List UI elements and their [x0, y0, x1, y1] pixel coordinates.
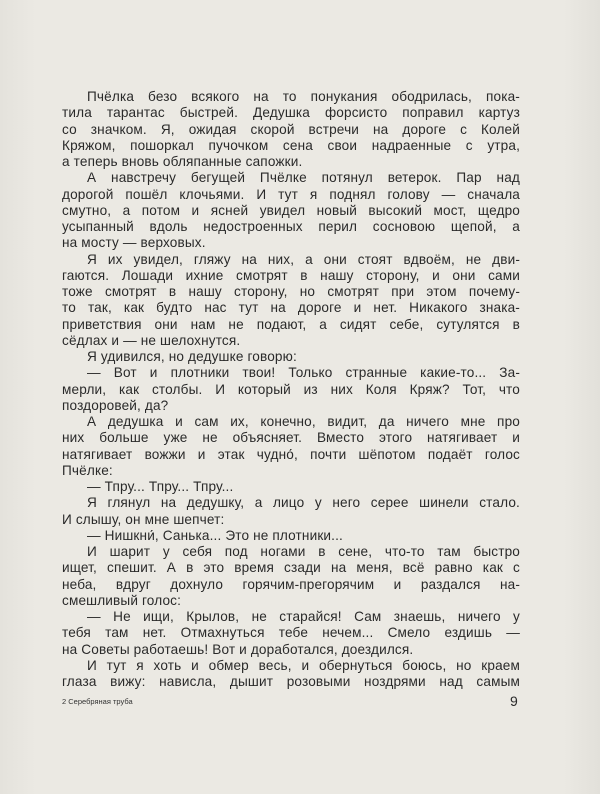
paragraph: [62, 495, 520, 528]
text-line: приветствия они нам не подают, а сидят себе, сутулятся в: [62, 316, 520, 332]
paragraph: [62, 479, 520, 495]
printer-signature: 2 Серебряная труба: [62, 697, 133, 706]
paragraph: [62, 414, 520, 479]
paragraph: [62, 170, 520, 251]
text-line: Кряжом, пошоркал пучочком сена свои надраенные с утра,: [62, 137, 520, 153]
paragraph: [62, 658, 520, 691]
text-line: Пчёлке:: [62, 462, 113, 478]
text-line: Я их увидел, гляжу на них, а они стоят вдвоём, не дви-: [87, 251, 520, 267]
text-line: тила тарантас быстрей. Дедушка форсисто поправил картуз: [62, 105, 520, 121]
text-line: на Советы работаешь! Вот и доработался, доездился.: [62, 641, 414, 657]
text-line: И тут я хоть и обмер весь, и обернуться боюсь, но краем: [87, 657, 520, 673]
text-line: со значком. Я, ожидая скорой встречи на дороге с Колей: [62, 121, 520, 137]
text-line: А навстречу бегущей Пчёлке потянул ветерок. Пар над: [87, 170, 520, 186]
paragraph: [62, 252, 520, 350]
text-line: смутно, а потом и ясней увидел новый высокий мост, щедро: [62, 202, 520, 218]
text-line: Пчёлка безо всякого на то понукания ободрилась, пока-: [87, 89, 520, 104]
text-line: глаза вижу: нависла, дышит розовыми ноздрями над самым: [62, 674, 520, 689]
text-line: ищет, спешит. А в это время сзади на меня, всё равно как с: [62, 560, 520, 576]
paragraph: [62, 544, 520, 609]
text-line: И шарит у себя под ногами в сене, что-то там быстро: [87, 544, 520, 559]
text-line: Я удивился, но дедушке говорю:: [87, 349, 297, 364]
text-line: поздоровей, да?: [62, 397, 169, 413]
paragraph: [62, 89, 520, 170]
paragraph: [62, 365, 520, 414]
text-line: неба, вдруг дохнуло горячим-прегорячим и раздался на-: [62, 576, 520, 592]
text-line: — Вот и плотники твои! Только странные какие-то... За-: [87, 365, 520, 381]
paragraph: [62, 349, 520, 365]
text-line: Я глянул на дедушку, а лицо у него серее шинели стало.: [87, 495, 520, 511]
text-line: на мосту — верховых.: [62, 235, 206, 251]
text-line: мерли, как столбы. И который из них Коля Кряж? Тот, что: [62, 381, 520, 397]
page-number: 9: [510, 693, 518, 709]
text-line: сёдлах и — не шелохнутся.: [62, 332, 241, 348]
text-line: смешливый голос:: [62, 592, 182, 608]
text-line: тебя там нет. Отмахнуться тебе нечем... Смело ездишь —: [62, 625, 520, 641]
paragraph: [62, 528, 520, 544]
text-line: И слышу, он мне шепчет:: [62, 511, 225, 527]
paragraph: [62, 609, 520, 658]
text-line: них больше уже не объясняет. Вместо этого натягивает и: [62, 430, 520, 446]
body-text: [62, 89, 520, 690]
text-line: — Нишкни́, Санька... Это не плотники...: [87, 527, 343, 543]
text-line: а теперь вновь обляпанные сапожки.: [62, 154, 303, 169]
text-line: то так, как будто нас тут на дороге и нет. Никакого знака-: [62, 300, 520, 316]
text-line: натягивает вожжи и этак чудно́, почти шёпотом подаёт голос: [62, 446, 520, 462]
text-line: тоже смотрят в нашу сторону, но смотрят при этом почему-: [62, 284, 520, 299]
text-line: дорогой пошёл клочьями. И тут я поднял голову — сначала: [62, 186, 520, 202]
text-line: А дедушка и сам их, конечно, видит, да ничего мне про: [87, 414, 520, 429]
text-line: — Тпру... Тпру... Тпру...: [87, 479, 234, 494]
text-line: — Не ищи, Крылов, не старайся! Сам знаешь, ничего у: [87, 609, 520, 624]
text-line: усыпанный вдоль недостроенных перил сосновою щепой, а: [62, 219, 520, 234]
text-line: гаются. Лошади ихние смотрят в нашу сторону, и они сами: [62, 267, 520, 283]
